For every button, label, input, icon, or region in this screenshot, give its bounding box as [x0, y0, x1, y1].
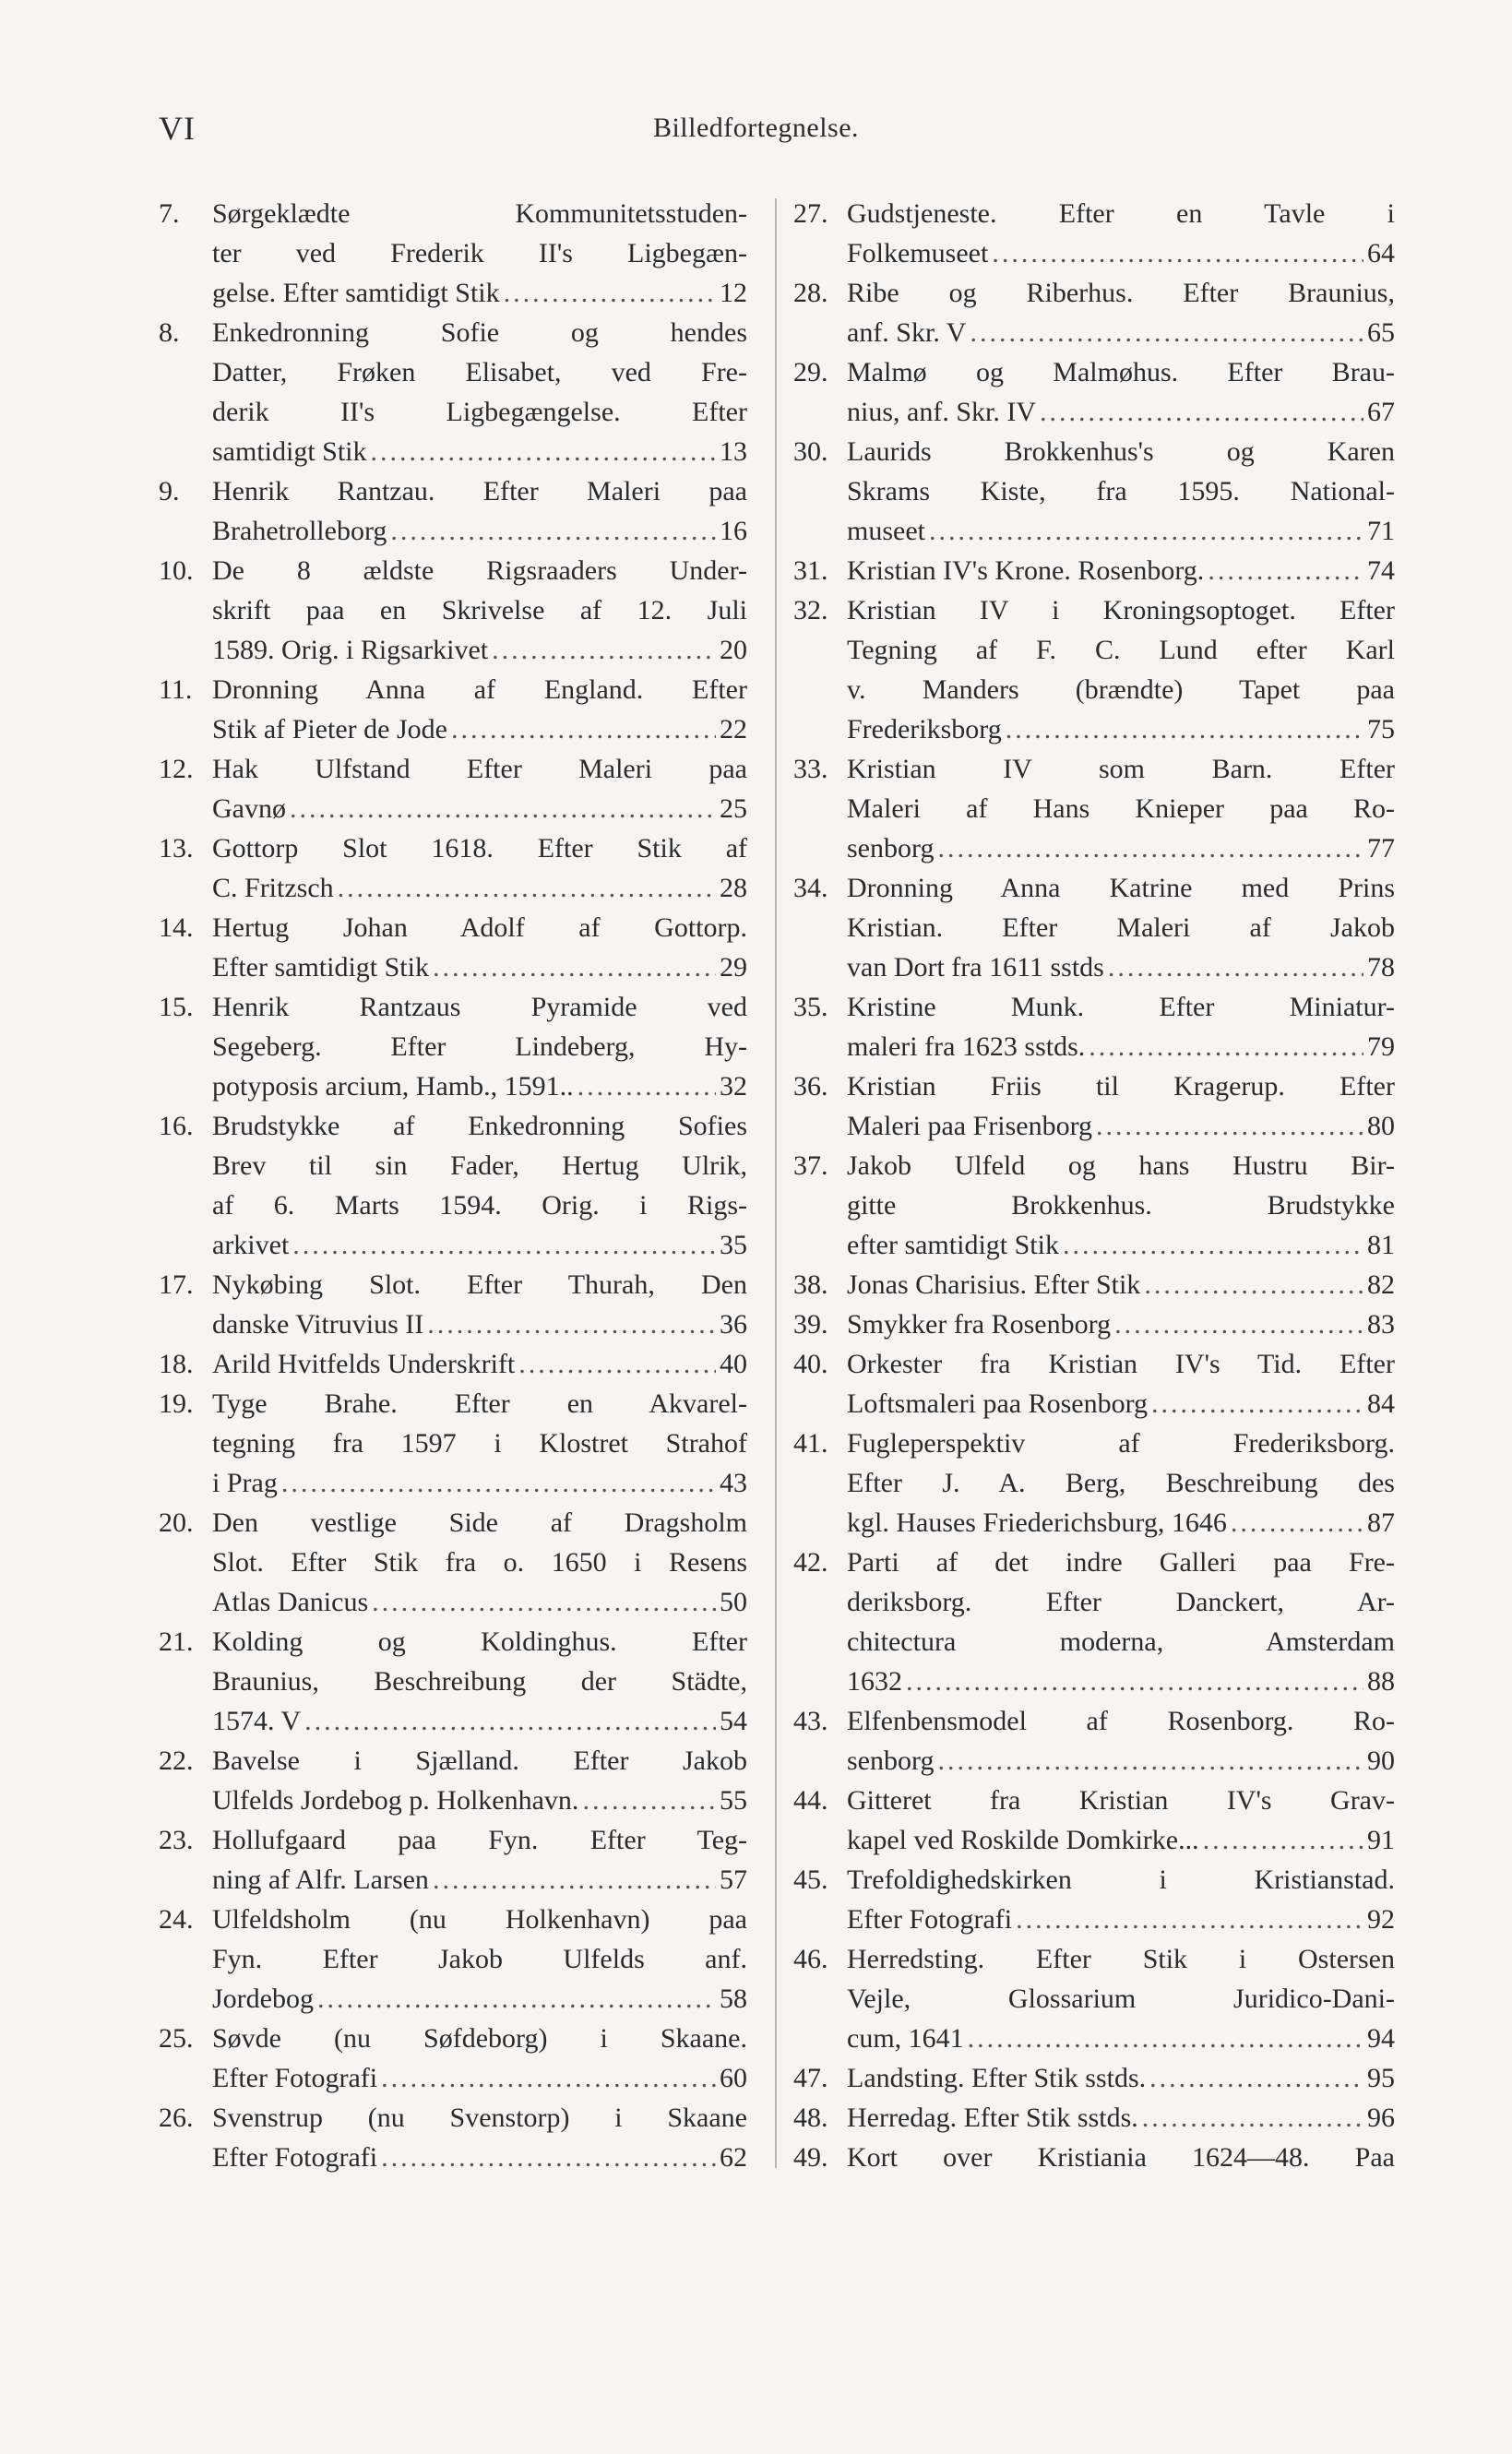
entry-text-line: kapel ved Roskilde Domkirke... [847, 1825, 1199, 1855]
figure-number: 26. [159, 2103, 194, 2133]
entry-text-line: nius, anf. Skr. IV [847, 397, 1036, 427]
entry-text-line: Ulfelds Jordebog p. Holkenhavn. [212, 1785, 579, 1816]
page-reference: 25 [720, 793, 747, 824]
entry-text-line: arkivet [212, 1230, 290, 1260]
figure-number: 40. [793, 1349, 828, 1379]
page-reference: 95 [1367, 2063, 1395, 2093]
figure-entry [793, 987, 1395, 1066]
figure-number: 10. [159, 555, 194, 586]
figure-entry [159, 1900, 747, 2019]
figure-number: 44. [793, 1785, 828, 1816]
entry-text-line: derik II's Ligbegængelse. Efter [212, 397, 747, 427]
entry-text-line: Sørgeklædte Kommunitetsstuden- [212, 198, 747, 229]
entry-text-line: 1632 [847, 1666, 902, 1697]
entry-text-line: Elfenbensmodel af Rosenborg. Ro- [847, 1706, 1395, 1736]
page-reference: 82 [1367, 1269, 1395, 1300]
entry-text-line: Jakob Ulfeld og hans Hustru Bir- [847, 1150, 1395, 1181]
dot-leader [292, 1225, 716, 1265]
figure-entry [159, 1384, 747, 1503]
entry-text-line: efter samtidigt Stik [847, 1230, 1059, 1260]
entry-text-line: Tyge Brahe. Efter en Akvarel- [212, 1388, 747, 1419]
entry-text-line: potyposis arcium, Hamb., 1591.. [212, 1071, 574, 1102]
figure-entry [159, 987, 747, 1106]
entry-text-line: Landsting. Efter Stik sstds. [847, 2063, 1147, 2093]
entry-text-line: 1589. Orig. i Rigsarkivet [212, 635, 489, 665]
page-reference: 75 [1367, 714, 1395, 745]
dot-leader [1231, 1503, 1363, 1543]
page-reference: 71 [1367, 516, 1395, 546]
entry-text-line: Herredsting. Efter Stik i Ostersen [847, 1944, 1395, 1974]
entry-text-line: Brev til sin Fader, Hertug Ulrik, [212, 1150, 747, 1181]
entry-text-line: v. Manders (brændte) Tapet paa [847, 674, 1395, 705]
page-reference: 20 [720, 635, 747, 665]
figure-entry [793, 1424, 1395, 1543]
figure-number: 9. [159, 476, 180, 506]
entry-text-line: Fugleperspektiv af Frederiksborg. [847, 1428, 1395, 1459]
figure-number: 36. [793, 1071, 828, 1102]
page-reference: 13 [720, 436, 747, 467]
dot-leader [381, 2058, 716, 2098]
page-reference: 58 [720, 1983, 747, 2014]
entry-text-line: Kolding og Koldinghus. Efter [212, 1626, 747, 1657]
dot-leader [582, 1781, 716, 1820]
page-reference: 78 [1367, 952, 1395, 983]
figure-number: 34. [793, 873, 828, 903]
entry-text-line: C. Fritzsch [212, 873, 334, 903]
entry-text-line: van Dort fra 1611 sstds [847, 952, 1104, 983]
entry-text-line: Tegning af F. C. Lund efter Karl [847, 635, 1395, 665]
entry-text-line: Kort over Kristiania 1624—48. Paa [847, 2142, 1395, 2173]
dot-leader [290, 789, 716, 828]
entry-text-line: Gitteret fra Kristian IV's Grav- [847, 1785, 1395, 1816]
page-reference: 88 [1367, 1666, 1395, 1697]
figure-entry [793, 1066, 1395, 1146]
entry-text-line: kgl. Hauses Friederichsburg, 1646 [847, 1507, 1227, 1538]
dot-leader [992, 233, 1363, 273]
figure-entry [159, 313, 747, 471]
entry-text-line: Arild Hvitfelds Underskrift [212, 1349, 516, 1379]
dot-leader [1142, 2098, 1363, 2138]
page-reference: 80 [1367, 1111, 1395, 1141]
entry-text-line: senborg [847, 833, 935, 864]
figure-entry [793, 1939, 1395, 2058]
page-reference: 79 [1367, 1031, 1395, 1062]
entry-text-line: Smykker fra Rosenborg [847, 1309, 1112, 1340]
entry-text-line: maleri fra 1623 sstds. [847, 1031, 1086, 1062]
entry-text-line: Henrik Rantzau. Efter Maleri paa [212, 476, 747, 506]
entry-text-line: Orkester fra Kristian IV's Tid. Efter [847, 1349, 1395, 1379]
page-reference: 65 [1367, 317, 1395, 348]
entry-text-line: Efter Fotografi [212, 2063, 378, 2093]
dot-leader [1203, 1820, 1363, 1860]
entry-text-line: Gavnø [212, 793, 286, 824]
figure-number: 43. [793, 1706, 828, 1736]
figure-number: 28. [793, 278, 828, 308]
figure-entry [793, 2138, 1395, 2177]
figure-entry [793, 551, 1395, 590]
figure-entry [793, 590, 1395, 749]
dot-leader [518, 1344, 716, 1384]
page-reference: 50 [720, 1587, 747, 1617]
dot-leader [1040, 392, 1363, 432]
figure-number: 39. [793, 1309, 828, 1340]
entry-text-line: cum, 1641 [847, 2023, 964, 2054]
entry-text-line: gitte Brokkenhus. Brudstykke [847, 1190, 1395, 1221]
entry-text-line: De 8 ældste Rigsraaders Under- [212, 555, 747, 586]
figure-entry [159, 1503, 747, 1622]
entry-text-line: anf. Skr. V [847, 317, 967, 348]
figure-number: 38. [793, 1269, 828, 1300]
entry-text-line: Efter samtidigt Stik [212, 952, 429, 983]
figure-number: 30. [793, 436, 828, 467]
figure-entry [793, 194, 1395, 273]
entry-text-line: Gudstjeneste. Efter en Tavle i [847, 198, 1395, 229]
entry-text-line: Vejle, Glossarium Juridico-Dani- [847, 1983, 1395, 2014]
entry-text-line: Datter, Frøken Elisabet, ved Fre- [212, 357, 747, 387]
figure-number: 18. [159, 1349, 194, 1379]
dot-leader [577, 1066, 716, 1106]
figure-number: 12. [159, 754, 194, 784]
dot-leader [937, 1741, 1363, 1781]
entry-text-line: samtidigt Stik [212, 436, 367, 467]
entry-text-line: Kristian. Efter Maleri af Jakob [847, 912, 1395, 943]
page-reference: 64 [1367, 238, 1395, 268]
dot-leader [371, 432, 716, 471]
figure-entry [793, 432, 1395, 551]
dot-leader [381, 2138, 716, 2177]
entry-text-line: Brudstykke af Enkedronning Sofies [212, 1111, 747, 1141]
dot-leader [968, 2019, 1363, 2058]
entry-text-line: chitectura moderna, Amsterdam [847, 1626, 1395, 1657]
figure-number: 37. [793, 1150, 828, 1181]
dot-leader [390, 511, 716, 551]
entry-text-line: Malmø og Malmøhus. Efter Brau- [847, 357, 1395, 387]
entry-text-line: Brahetrolleborg [212, 516, 387, 546]
figure-number: 31. [793, 555, 828, 586]
entry-text-line: Svenstrup (nu Svenstorp) i Skaane [212, 2103, 747, 2133]
page-reference: 87 [1367, 1507, 1395, 1538]
page-reference: 84 [1367, 1388, 1395, 1419]
entry-text-line: Fyn. Efter Jakob Ulfelds anf. [212, 1944, 747, 1974]
figure-entry [793, 1265, 1395, 1304]
figure-number: 23. [159, 1825, 194, 1855]
entry-text-line: Maleri paa Frisenborg [847, 1111, 1093, 1141]
figure-entry [159, 1622, 747, 1741]
figure-entry [159, 1106, 747, 1265]
right-column [793, 194, 1395, 2177]
dot-leader [1114, 1304, 1363, 1344]
page-reference: 81 [1367, 1230, 1395, 1260]
figure-number: 42. [793, 1547, 828, 1578]
page-reference: 40 [720, 1349, 747, 1379]
entry-text-line: deriksborg. Efter Danckert, Ar- [847, 1587, 1395, 1617]
dot-leader [1096, 1106, 1363, 1146]
entry-text-line: af 6. Marts 1594. Orig. i Rigs- [212, 1190, 747, 1221]
entry-text-line: Folkemuseet [847, 238, 989, 268]
figure-entry [159, 1344, 747, 1384]
dot-leader [1006, 709, 1363, 749]
figure-number: 45. [793, 1864, 828, 1895]
figure-number: 21. [159, 1626, 194, 1657]
figure-number: 11. [159, 674, 193, 705]
figure-number: 41. [793, 1428, 828, 1459]
page-reference: 60 [720, 2063, 747, 2093]
dot-leader [1108, 947, 1363, 987]
entry-text-line: Nykøbing Slot. Efter Thurah, Den [212, 1269, 747, 1300]
entry-text-line: Frederiksborg [847, 714, 1002, 745]
entry-text-line: i Prag [212, 1468, 278, 1498]
figure-number: 29. [793, 357, 828, 387]
entry-text-line: Braunius, Beschreibung der Städte, [212, 1666, 747, 1697]
figure-entry [793, 1543, 1395, 1701]
entry-text-line: Segeberg. Efter Lindeberg, Hy- [212, 1031, 747, 1062]
figure-entry [793, 1146, 1395, 1265]
left-column [159, 194, 747, 2177]
figure-entry [159, 1265, 747, 1344]
figure-number: 24. [159, 1904, 194, 1935]
dot-leader [1144, 1265, 1363, 1304]
figure-entry [159, 551, 747, 670]
page-reference: 57 [720, 1864, 747, 1895]
entry-text-line: ter ved Frederik II's Ligbegæn- [212, 238, 747, 268]
entry-text-line: Skrams Kiste, fra 1595. National- [847, 476, 1395, 506]
entry-text-line: Kristian IV som Barn. Efter [847, 754, 1395, 784]
figure-number: 46. [793, 1944, 828, 1974]
entry-text-line: museet [847, 516, 925, 546]
dot-leader [427, 1304, 716, 1344]
page-reference: 43 [720, 1468, 747, 1498]
figure-entry [793, 1781, 1395, 1860]
entry-text-line: Atlas Danicus [212, 1587, 369, 1617]
page-reference: 62 [720, 2142, 747, 2173]
dot-leader [304, 1701, 716, 1741]
running-head-title: Billedfortegnelse. [652, 113, 860, 143]
page-reference: 91 [1367, 1825, 1395, 1855]
entry-text-line: Hollufgaard paa Fyn. Efter Teg- [212, 1825, 747, 1855]
page-reference: 28 [720, 873, 747, 903]
figure-number: 20. [159, 1507, 194, 1538]
figure-number: 19. [159, 1388, 194, 1419]
entry-text-line: Gottorp Slot 1618. Efter Stik af [212, 833, 747, 864]
dot-leader [1151, 1384, 1363, 1424]
entry-text-line: Maleri af Hans Knieper paa Ro- [847, 793, 1395, 824]
entry-text-line: Laurids Brokkenhus's og Karen [847, 436, 1395, 467]
entry-text-line: Dronning Anna af England. Efter [212, 674, 747, 705]
entry-text-line: Stik af Pieter de Jode [212, 714, 447, 745]
page-reference: 92 [1367, 1904, 1395, 1935]
dot-leader [281, 1463, 716, 1503]
figure-number: 47. [793, 2063, 828, 2093]
entry-text-line: danske Vitruvius II [212, 1309, 424, 1340]
figure-entry [159, 2098, 747, 2177]
entry-text-line: Ribe og Riberhus. Efter Braunius, [847, 278, 1395, 308]
page-reference: 90 [1367, 1745, 1395, 1776]
dot-leader [317, 1979, 716, 2019]
dot-leader [1149, 2058, 1363, 2098]
dot-leader [338, 868, 716, 908]
figure-number: 22. [159, 1745, 194, 1776]
page-reference: 32 [720, 1071, 747, 1102]
figure-entry [793, 273, 1395, 352]
figure-number: 33. [793, 754, 828, 784]
entry-text-line: Enkedronning Sofie og hendes [212, 317, 747, 348]
figure-entry [159, 749, 747, 828]
entry-text-line: Bavelse i Sjælland. Efter Jakob [212, 1745, 747, 1776]
dot-leader [433, 1860, 716, 1900]
dot-leader [492, 630, 716, 670]
dot-leader [372, 1582, 716, 1622]
figure-entry [793, 1304, 1395, 1344]
figure-entry [793, 749, 1395, 868]
entry-text-line: Loftsmaleri paa Rosenborg [847, 1388, 1149, 1419]
dot-leader [929, 511, 1363, 551]
figure-number: 8. [159, 317, 180, 348]
figure-entry [159, 828, 747, 908]
entry-text-line: skrift paa en Skrivelse af 12. Juli [212, 595, 747, 625]
entry-text-line: Ulfeldsholm (nu Holkenhavn) paa [212, 1904, 747, 1935]
dot-leader [1089, 1027, 1363, 1066]
figure-entry [793, 1860, 1395, 1939]
entry-text-line: gelse. Efter samtidigt Stik [212, 278, 500, 308]
entry-text-line: Jonas Charisius. Efter Stik [847, 1269, 1141, 1300]
dot-leader [906, 1662, 1363, 1701]
figure-entry [159, 1820, 747, 1900]
figure-entry [793, 2058, 1395, 2098]
entry-text-line: Slot. Efter Stik fra o. 1650 i Resens [212, 1547, 747, 1578]
entry-text-line: ning af Alfr. Larsen [212, 1864, 429, 1895]
dot-leader [504, 273, 716, 313]
page-number: VI [159, 110, 196, 147]
dot-leader [1063, 1225, 1363, 1265]
entry-text-line: tegning fra 1597 i Klostret Strahof [212, 1428, 747, 1459]
page-reference: 36 [720, 1309, 747, 1340]
figure-entry [159, 194, 747, 313]
page-reference: 55 [720, 1785, 747, 1816]
figure-entry [159, 2019, 747, 2098]
dot-leader [970, 313, 1363, 352]
figure-number: 17. [159, 1269, 194, 1300]
entry-text-line: Kristian IV i Kroningsoptoget. Efter [847, 595, 1395, 625]
page-reference: 67 [1367, 397, 1395, 427]
entry-text-line: 1574. V [212, 1706, 302, 1736]
page-reference: 83 [1367, 1309, 1395, 1340]
figure-number: 7. [159, 198, 180, 229]
dot-leader [433, 947, 716, 987]
dot-leader [451, 709, 716, 749]
page-reference: 29 [720, 952, 747, 983]
dot-leader [937, 828, 1363, 868]
figure-entry [159, 471, 747, 551]
page-reference: 77 [1367, 833, 1395, 864]
figure-entry [793, 868, 1395, 987]
figure-number: 15. [159, 992, 194, 1022]
entry-text-line: Den vestlige Side af Dragsholm [212, 1507, 747, 1538]
entry-text-line: Hak Ulfstand Efter Maleri paa [212, 754, 747, 784]
entry-text-line: Kristian IV's Krone. Rosenborg. [847, 555, 1205, 586]
page-reference: 54 [720, 1706, 747, 1736]
entry-text-line: Henrik Rantzaus Pyramide ved [212, 992, 747, 1022]
figure-number: 48. [793, 2103, 828, 2133]
column-divider [775, 198, 777, 2168]
figure-entry [159, 1741, 747, 1820]
figure-entry [793, 1344, 1395, 1424]
page-reference: 35 [720, 1230, 747, 1260]
entry-text-line: Efter Fotografi [847, 1904, 1013, 1935]
page-reference: 16 [720, 516, 747, 546]
page-reference: 96 [1367, 2103, 1395, 2133]
figure-entry [793, 2098, 1395, 2138]
entry-text-line: Kristian Friis til Kragerup. Efter [847, 1071, 1395, 1102]
entry-text-line: Søvde (nu Søfdeborg) i Skaane. [212, 2023, 747, 2054]
figure-number: 14. [159, 912, 194, 943]
figure-number: 35. [793, 992, 828, 1022]
figure-number: 16. [159, 1111, 194, 1141]
page-reference: 22 [720, 714, 747, 745]
figure-number: 49. [793, 2142, 828, 2173]
entry-text-line: Efter Fotografi [212, 2142, 378, 2173]
figure-number: 32. [793, 595, 828, 625]
dot-leader [1208, 551, 1363, 590]
entry-text-line: Efter J. A. Berg, Beschreibung des [847, 1468, 1395, 1498]
entry-text-line: Jordebog [212, 1983, 314, 2014]
figure-number: 13. [159, 833, 194, 864]
figure-entry [159, 908, 747, 987]
entry-text-line: Parti af det indre Galleri paa Fre- [847, 1547, 1395, 1578]
page-reference: 94 [1367, 2023, 1395, 2054]
figure-entry [793, 1701, 1395, 1781]
figure-entry [159, 670, 747, 749]
page-reference: 12 [720, 278, 747, 308]
entry-text-line: Trefoldighedskirken i Kristianstad. [847, 1864, 1395, 1895]
entry-text-line: Dronning Anna Katrine med Prins [847, 873, 1395, 903]
figure-number: 27. [793, 198, 828, 229]
entry-text-line: Kristine Munk. Efter Miniatur- [847, 992, 1395, 1022]
figure-number: 25. [159, 2023, 194, 2054]
figure-entry [793, 352, 1395, 432]
entry-text-line: Herredag. Efter Stik sstds. [847, 2103, 1138, 2133]
dot-leader [1016, 1900, 1363, 1939]
entry-text-line: Hertug Johan Adolf af Gottorp. [212, 912, 747, 943]
entry-text-line: senborg [847, 1745, 935, 1776]
page-reference: 74 [1367, 555, 1395, 586]
